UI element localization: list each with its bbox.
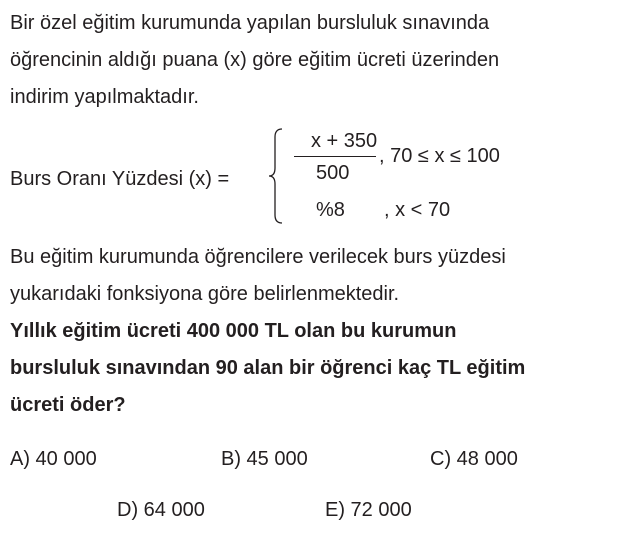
case2-condition: , x < 70 — [384, 199, 451, 221]
intro-line-1: Bir özel eğitim kurumunda yapılan bursluluk sınavında — [10, 12, 490, 34]
choice-a[interactable]: A) 40 000 — [10, 448, 97, 470]
choice-c[interactable]: C) 48 000 — [430, 448, 518, 470]
question-line-2: bursluluk sınavından 90 alan bir öğrenci kaç TL eğitim — [10, 357, 526, 379]
case1-condition: , 70 ≤ x ≤ 100 — [379, 145, 500, 167]
intro-line-3: indirim yapılmaktadır. — [10, 86, 199, 108]
description-line-2: yukarıdaki fonksiyona göre belirlenmektedir. — [10, 283, 400, 305]
description-line-1: Bu eğitim kurumunda öğrencilere verilecek burs yüzdesi — [10, 246, 506, 268]
choice-e[interactable]: E) 72 000 — [325, 499, 412, 521]
case2-value: %8 — [316, 199, 345, 221]
formula-label: Burs Oranı Yüzdesi (x) = — [10, 168, 230, 190]
choice-b[interactable]: B) 45 000 — [221, 448, 308, 470]
question-line-1: Yıllık eğitim ücreti 400 000 TL olan bu kurumun — [10, 320, 457, 342]
choice-d[interactable]: D) 64 000 — [117, 499, 205, 521]
question-line-3: ücreti öder? — [10, 394, 126, 416]
fraction-bar — [294, 156, 376, 157]
left-brace-icon — [268, 128, 284, 224]
intro-line-2: öğrencinin aldığı puana (x) göre eğitim ücreti üzerinden — [10, 49, 500, 71]
case1-denominator: 500 — [316, 162, 350, 184]
case1-numerator: x + 350 — [311, 130, 378, 152]
